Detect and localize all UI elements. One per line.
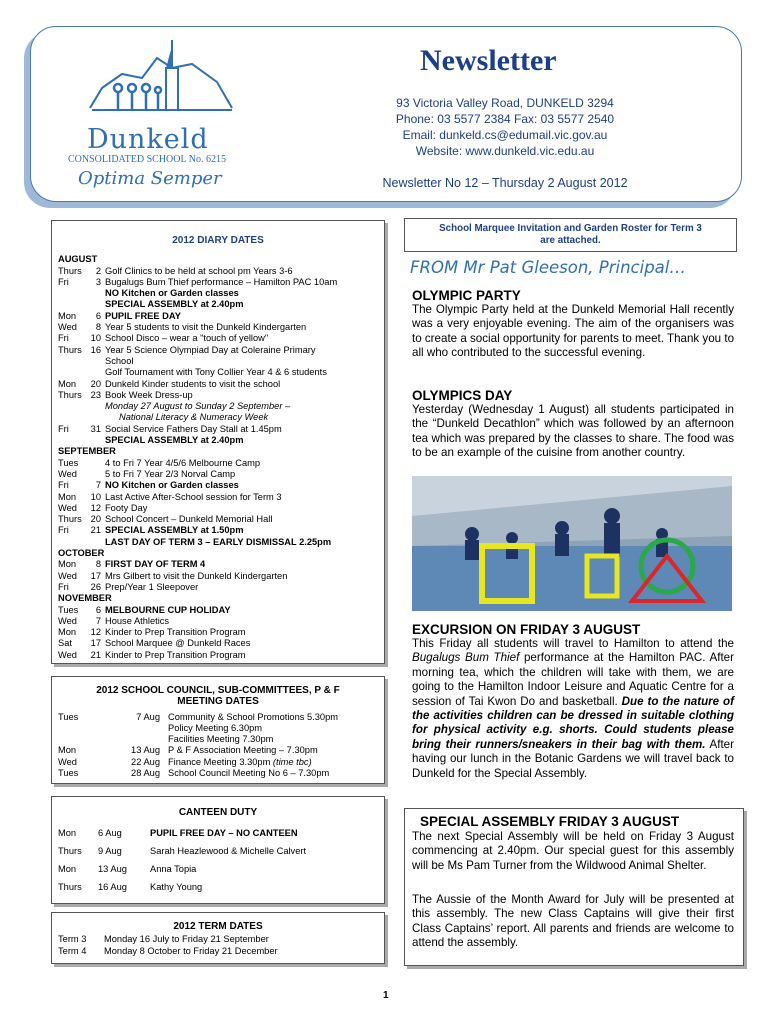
diary-row xyxy=(58,480,378,491)
council-row xyxy=(58,723,378,734)
canteen-list xyxy=(58,824,378,896)
diary-date: 6 xyxy=(95,604,101,615)
school-email[interactable]: Email: dunkeld.cs@edumail.vic.gov.au xyxy=(402,128,608,142)
excursion-clothing-note: Due to the nature of the activities children can be dressed in suitable clothing for physical activity e.g. shorts. Could students please bring their runners/sneakers in their bag with them. xyxy=(412,694,734,751)
diary-date: 17 xyxy=(90,638,101,649)
canteen-volunteer: PUPIL FREE DAY – NO CANTEEN xyxy=(150,827,298,838)
council-date xyxy=(116,734,168,745)
council-meeting-name: Finance Meeting 3.30pm xyxy=(168,756,273,767)
term-range: Monday 16 July to Friday 21 September xyxy=(104,934,269,945)
diary-day: Wed xyxy=(58,468,77,479)
council-meeting-name: P & F Association Meeting – 7.30pm xyxy=(168,745,318,756)
diary-row xyxy=(58,424,378,435)
newsletter-issue: Newsletter No 12 – Thursday 2 August 2012 xyxy=(382,176,628,190)
canteen-row xyxy=(58,878,378,896)
diary-row xyxy=(58,345,378,356)
diary-event: 5 to Fri 7 Year 2/3 Norval Camp xyxy=(105,468,236,479)
diary-day: Mon xyxy=(58,310,77,321)
diary-event: Year 5 Science Olympiad Day at Coleraine Primary xyxy=(105,344,316,355)
excursion-text-part3: After having our lunch in the Botanic Gardens we will travel back to Dunkeld for the Special Assembly. xyxy=(412,737,734,780)
diary-day xyxy=(58,401,87,412)
diary-event: LAST DAY OF TERM 3 – EARLY DISMISSAL 2.25pm xyxy=(105,536,332,547)
diary-row xyxy=(58,559,378,570)
diary-date xyxy=(87,401,105,412)
diary-event: Social Service Fathers Day Stall at 1.45pm xyxy=(105,423,282,434)
marquee-notice-line2: are attached. xyxy=(540,235,601,246)
term-range: Monday 8 October to Friday 21 December xyxy=(104,945,278,956)
council-date xyxy=(116,723,168,734)
marquee-notice-line1: School Marquee Invitation and Garden Roster for Term 3 xyxy=(439,223,702,234)
diary-date: 31 xyxy=(90,423,101,434)
council-meeting xyxy=(168,757,378,768)
diary-day: Sat xyxy=(58,638,72,649)
diary-event: SPECIAL ASSEMBLY at 1.50pm xyxy=(105,525,244,536)
diary-event: School Marquee @ Dunkeld Races xyxy=(105,638,251,649)
diary-day: Tues xyxy=(58,457,79,468)
term-title: 2012 TERM DATES xyxy=(173,921,263,932)
diary-event: School Disco – wear a "touch of yellow" xyxy=(105,333,269,344)
diary-row xyxy=(58,458,378,469)
canteen-date: 16 Aug xyxy=(98,881,127,892)
diary-row xyxy=(58,469,378,480)
diary-row xyxy=(58,390,378,401)
canteen-day: Thurs xyxy=(58,845,82,856)
diary-event: Book Week Dress-up xyxy=(105,389,193,400)
diary-event: Bugalugs Bum Thief performance – Hamilton PAC 10am xyxy=(105,276,338,287)
diary-date xyxy=(87,299,105,310)
diary-date: 21 xyxy=(90,649,101,660)
council-row xyxy=(58,757,378,768)
diary-date xyxy=(87,469,105,480)
diary-event: MELBOURNE CUP HOLIDAY xyxy=(105,604,231,615)
diary-row xyxy=(58,571,378,582)
council-day xyxy=(58,734,116,745)
term-row xyxy=(58,934,378,945)
diary-row xyxy=(58,322,378,333)
diary-day xyxy=(58,299,87,310)
council-subtitle: MEETING DATES xyxy=(177,696,259,708)
diary-event: Mrs Gilbert to visit the Dunkeld Kindergarten xyxy=(105,570,288,581)
council-meeting-note: (time tbc) xyxy=(272,756,312,767)
diary-day: Thurs xyxy=(58,344,82,355)
diary-row xyxy=(58,299,378,310)
excursion-text xyxy=(412,637,734,781)
canteen-duty-box xyxy=(51,796,385,904)
canteen-day: Thurs xyxy=(58,881,82,892)
canteen-date: 9 Aug xyxy=(98,845,122,856)
diary-event: Kinder to Prep Transition Program xyxy=(105,649,246,660)
term-row xyxy=(58,946,378,957)
olympic-party-text: The Olympic Party held at the Dunkeld Memorial Hall recently was a very enjoyable evening. The aim of the organisers was to create a social opportunity for parents to meet. Thank you to all who contributed to the successful evening. xyxy=(412,303,735,360)
special-assembly-text: The next Special Assembly will be held on Friday 3 August commencing at 2.40pm. Our special guest for this assembly will be Ms Pam Turner from the Wildwood Animal Shelter. xyxy=(412,830,734,872)
school-website[interactable]: Website: www.dunkeld.vic.edu.au xyxy=(415,144,595,158)
diary-day: Thurs xyxy=(58,514,82,525)
diary-row xyxy=(58,492,378,503)
diary-day xyxy=(58,367,87,378)
school-logo-icon xyxy=(62,38,252,188)
term-list xyxy=(58,934,378,957)
olympics-day-text: Yesterday (Wednesday 1 August) all students participated in the “Dunkeld Decathlon” which was followed by an afternoon tea which was prepared by the classes to share. The food was to be an example of the cuisine from another country. xyxy=(412,403,734,460)
canteen-day: Mon xyxy=(58,827,77,838)
excursion-text-part2: performance at the Hamilton PAC. After morning tea, which the children will take with them, we are going to the Hamilton Indoor Leisure and Aquatic Centre for a session of Tai Kwon Do and basketball. xyxy=(412,651,734,708)
diary-day: Fri xyxy=(58,276,69,287)
diary-event: Year 5 students to visit the Dunkeld Kindergarten xyxy=(105,322,307,333)
canteen-date: 13 Aug xyxy=(98,863,127,874)
school-address: 93 Victoria Valley Road, DUNKELD 3294 xyxy=(396,96,614,110)
council-meeting xyxy=(168,745,378,756)
diary-date: 10 xyxy=(90,491,101,502)
diary-row xyxy=(58,379,378,390)
diary-event: National Literacy & Numeracy Week xyxy=(119,412,269,423)
diary-event: Golf Tournament with Tony Collier Year 4 & 6 students xyxy=(105,367,327,378)
canteen-day: Mon xyxy=(58,863,77,874)
diary-row xyxy=(58,616,378,627)
canteen-volunteer: Anna Topia xyxy=(150,863,197,874)
diary-row xyxy=(58,525,378,536)
council-date: 13 Aug xyxy=(131,745,160,756)
diary-day: Mon xyxy=(58,378,77,389)
diary-month-heading: SEPTEMBER xyxy=(58,446,116,457)
diary-day: Wed xyxy=(58,570,77,581)
diary-event: FIRST DAY OF TERM 4 xyxy=(105,559,206,570)
council-day: Tues xyxy=(58,768,79,779)
diary-row xyxy=(58,412,378,423)
council-title: 2012 SCHOOL COUNCIL, SUB-COMMITTEES, P & F xyxy=(96,685,340,696)
olympic-party-heading: OLYMPIC PARTY xyxy=(412,288,521,303)
aussie-award-text: The Aussie of the Month Award for July will be presented at this assembly. The new Class Captains will give their first Class Captains’ report. All parents and friends are welcome to attend the assembly. xyxy=(412,893,734,950)
diary-row xyxy=(58,582,378,593)
diary-event: Prep/Year 1 Sleepover xyxy=(105,581,199,592)
diary-date: 3 xyxy=(95,276,101,287)
diary-date: 21 xyxy=(90,525,101,536)
diary-title: 2012 DIARY DATES xyxy=(172,235,264,246)
diary-day: Mon xyxy=(58,627,77,638)
diary-event: SPECIAL ASSEMBLY at 2.40pm xyxy=(105,299,244,310)
diary-row xyxy=(58,537,378,548)
council-meeting xyxy=(168,768,378,779)
council-meeting-name: Community & School Promotions 5.30pm xyxy=(168,711,338,722)
logo-motto: Optima Semper xyxy=(78,168,222,189)
diary-date: 20 xyxy=(90,514,101,525)
diary-list xyxy=(58,254,378,661)
diary-row xyxy=(58,333,378,344)
diary-event: SPECIAL ASSEMBLY at 2.40pm xyxy=(105,435,244,446)
diary-event: House Athletics xyxy=(105,615,170,626)
diary-date xyxy=(87,435,105,446)
diary-date: 12 xyxy=(90,627,101,638)
principal-heading: FROM Mr Pat Gleeson, Principal… xyxy=(410,258,686,277)
excursion-heading: EXCURSION ON FRIDAY 3 AUGUST xyxy=(412,622,641,637)
council-meeting-name: School Council Meeting No 6 – 7.30pm xyxy=(168,768,330,779)
diary-event: Last Active After-School session for Term 3 xyxy=(105,491,282,502)
diary-day xyxy=(58,356,87,367)
diary-day: Wed xyxy=(58,322,77,333)
council-meeting xyxy=(168,712,378,723)
diary-day: Fri xyxy=(58,333,69,344)
diary-day: Thurs xyxy=(58,389,82,400)
term-label: Term 3 xyxy=(58,934,87,945)
diary-event: School Concert – Dunkeld Memorial Hall xyxy=(105,514,273,525)
canteen-volunteer: Kathy Young xyxy=(150,881,203,892)
diary-date: 2 xyxy=(95,265,101,276)
diary-day xyxy=(58,288,87,299)
diary-row xyxy=(58,367,378,378)
diary-date: 10 xyxy=(90,333,101,344)
diary-day: Wed xyxy=(58,649,77,660)
newsletter-title: Newsletter xyxy=(420,44,557,77)
canteen-title: CANTEEN DUTY xyxy=(178,807,258,818)
diary-row xyxy=(58,266,378,277)
marquee-notice xyxy=(404,218,737,252)
council-meeting xyxy=(168,723,378,734)
diary-day: Thurs xyxy=(58,265,82,276)
council-meeting xyxy=(168,734,378,745)
council-row xyxy=(58,712,378,723)
olympics-day-heading: OLYMPICS DAY xyxy=(412,388,513,403)
council-list xyxy=(58,712,378,780)
diary-day: Fri xyxy=(58,581,69,592)
diary-date xyxy=(87,537,105,548)
council-day: Mon xyxy=(58,745,77,756)
diary-day: Wed xyxy=(58,615,77,626)
council-meeting-name: Facilities Meeting 7.30pm xyxy=(168,734,274,745)
canteen-row xyxy=(58,842,378,860)
diary-date: 12 xyxy=(90,502,101,513)
diary-date: 20 xyxy=(90,378,101,389)
diary-date: 7 xyxy=(95,615,101,626)
diary-row xyxy=(58,605,378,616)
olympics-day-photo xyxy=(412,476,732,611)
diary-row xyxy=(58,435,378,446)
council-day: Tues xyxy=(58,711,79,722)
diary-event: Footy Day xyxy=(105,502,148,513)
diary-day: Fri xyxy=(58,525,69,536)
diary-date: 23 xyxy=(90,389,101,400)
diary-date xyxy=(87,288,105,299)
diary-event: 4 to Fri 7 Year 4/5/6 Melbourne Camp xyxy=(105,457,261,468)
council-day xyxy=(58,723,116,734)
diary-row xyxy=(58,514,378,525)
diary-day xyxy=(58,537,87,548)
diary-date: 6 xyxy=(95,310,101,321)
diary-date: 17 xyxy=(90,570,101,581)
diary-event: Monday 27 August to Sunday 2 September – xyxy=(105,401,291,412)
canteen-row xyxy=(58,824,378,842)
diary-day: Fri xyxy=(58,480,69,491)
diary-day xyxy=(58,412,87,423)
diary-event: NO Kitchen or Garden classes xyxy=(105,288,239,299)
council-row xyxy=(58,745,378,756)
diary-row xyxy=(58,401,378,412)
diary-event: School xyxy=(105,355,134,366)
diary-date xyxy=(87,356,105,367)
council-date: 22 Aug xyxy=(131,756,160,767)
diary-date xyxy=(87,412,105,423)
diary-date: 8 xyxy=(95,559,101,570)
diary-dates-box xyxy=(51,220,385,664)
council-date: 28 Aug xyxy=(131,768,160,779)
diary-day: Mon xyxy=(58,491,77,502)
diary-day: Tues xyxy=(58,604,79,615)
council-row xyxy=(58,768,378,779)
diary-date: 26 xyxy=(90,581,101,592)
term-dates-box xyxy=(51,912,385,964)
special-assembly-heading: SPECIAL ASSEMBLY FRIDAY 3 AUGUST xyxy=(420,814,680,829)
diary-row xyxy=(58,503,378,514)
council-meeting-name: Policy Meeting 6.30pm xyxy=(168,722,263,733)
canteen-row xyxy=(58,860,378,878)
logo-school-subtitle: CONSOLIDATED SCHOOL No. 6215 xyxy=(68,154,226,165)
diary-date xyxy=(87,458,105,469)
diary-event: NO Kitchen or Garden classes xyxy=(105,480,239,491)
diary-row xyxy=(58,356,378,367)
canteen-date: 6 Aug xyxy=(98,827,122,838)
diary-day: Fri xyxy=(58,423,69,434)
school-phone-fax: Phone: 03 5577 2384 Fax: 03 5577 2540 xyxy=(395,112,615,126)
excursion-show-title: Bugalugs Bum Thief xyxy=(412,651,520,665)
diary-month-heading: OCTOBER xyxy=(58,548,105,559)
diary-event: Golf Clinics to be held at school pm Years 3-6 xyxy=(105,265,293,276)
excursion-text-part1: This Friday all students will travel to Hamilton to attend the xyxy=(412,637,734,650)
diary-event: PUPIL FREE DAY xyxy=(105,310,181,321)
diary-row xyxy=(58,288,378,299)
diary-date: 8 xyxy=(95,322,101,333)
diary-event: Dunkeld Kinder students to visit the school xyxy=(105,378,281,389)
canteen-volunteer: Sarah Heazlewood & Michelle Calvert xyxy=(150,845,307,856)
council-day: Wed xyxy=(58,756,77,767)
council-row xyxy=(58,734,378,745)
diary-date: 16 xyxy=(90,344,101,355)
diary-row xyxy=(58,627,378,638)
term-label: Term 4 xyxy=(58,945,87,956)
diary-row xyxy=(58,650,378,661)
diary-row xyxy=(58,311,378,322)
logo-school-name: Dunkeld xyxy=(87,124,209,155)
council-date: 7 Aug xyxy=(136,711,160,722)
diary-day: Wed xyxy=(58,502,77,513)
diary-date xyxy=(87,367,105,378)
diary-day: Mon xyxy=(58,559,77,570)
council-meetings-box xyxy=(51,676,385,784)
diary-month-heading: AUGUST xyxy=(58,254,98,265)
diary-month-heading: NOVEMBER xyxy=(58,593,112,604)
diary-day xyxy=(58,435,87,446)
diary-row xyxy=(58,277,378,288)
page-number: 1 xyxy=(383,990,389,1001)
diary-event: Kinder to Prep Transition Program xyxy=(105,627,246,638)
diary-date: 7 xyxy=(95,480,101,491)
diary-row xyxy=(58,638,378,649)
